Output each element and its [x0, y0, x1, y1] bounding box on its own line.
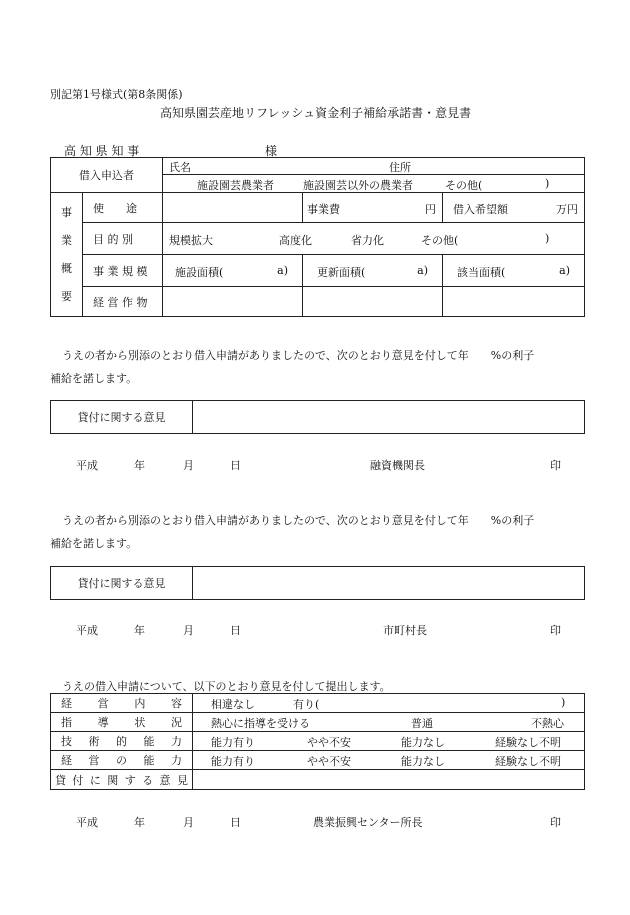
municipality-year: 年: [134, 624, 145, 637]
bank-signer: 融資機関長: [370, 459, 425, 472]
municipality-day: 日: [230, 624, 241, 637]
document-title: 高知県園芸産地リフレッシュ資金利子補給承諾書・意見書: [160, 106, 472, 120]
name-label: 氏名: [169, 161, 191, 174]
center-year: 年: [134, 816, 145, 829]
municipality-opinion-field[interactable]: [193, 567, 585, 600]
center-row-guidance[interactable]: 熱心に指導を受ける 普通 不熱心: [193, 713, 585, 732]
municipality-opinion-table: [50, 566, 585, 600]
center-row-loan-opinion[interactable]: [193, 770, 585, 790]
center-row-label-4: 経 営 の 能 力: [51, 751, 193, 770]
bank-opinion-field[interactable]: [193, 401, 585, 434]
municipality-paragraph: うえの者から別添のとおり借入申請がありましたので、次のとおり意見を付して年 %の利子 補給を諾します。: [50, 514, 535, 550]
center-signer: 農業振興センター所長: [313, 816, 423, 829]
applicable-area-field[interactable]: 該当面積( a): [443, 255, 585, 287]
address-label: 住所: [389, 161, 411, 174]
center-day: 日: [230, 816, 241, 829]
municipality-heisei: 平成: [76, 624, 98, 637]
use-field[interactable]: [163, 193, 303, 223]
opt-other-farmer: 施設園芸以外の農業者: [303, 179, 413, 192]
center-row-label-1: 経 営 内 容: [51, 694, 193, 713]
purpose-options[interactable]: [163, 223, 585, 255]
use-label: 使 途: [83, 193, 163, 223]
addressee: 高 知 県 知 事: [64, 144, 140, 158]
opt-facility-farmer: 施設園芸農業者: [197, 179, 274, 192]
bank-month: 月: [183, 459, 194, 472]
purpose-other: その他(: [421, 233, 459, 247]
opt-other: その他(: [445, 179, 483, 192]
crop-label: 経 営 作 物: [83, 287, 163, 317]
bank-paragraph: うえの者から別添のとおり借入申請がありましたので、次のとおり意見を付して年 %の利子 補給を諾します。: [50, 349, 535, 385]
scale-label: 事 業 規 模: [83, 255, 163, 287]
center-row-management[interactable]: 能力有り やや不安 能力なし 経験なし不明: [193, 751, 585, 770]
purpose-label: 目 的 別: [83, 223, 163, 255]
municipality-seal: 印: [550, 624, 561, 637]
applicant-label: 借入申込者: [51, 158, 163, 193]
form-label: 別記第1号様式(第8条関係): [50, 88, 183, 101]
municipality-opinion-label: 貸付に関する意見: [51, 567, 193, 600]
center-seal: 印: [550, 816, 561, 829]
municipality-signer: 市町村長: [383, 624, 427, 637]
center-row-business-content[interactable]: 相違なし 有り( ): [193, 694, 585, 713]
loan-amount-field[interactable]: 借入希望額 万円: [443, 193, 585, 223]
center-heisei: 平成: [76, 816, 98, 829]
crop-field-3[interactable]: [443, 287, 585, 317]
bank-opinion-label: 貸付に関する意見: [51, 401, 193, 434]
center-row-label-3: 技 術 的 能 力: [51, 732, 193, 751]
applicant-type-row[interactable]: [163, 175, 585, 193]
crop-field-1[interactable]: [163, 287, 303, 317]
business-overview-label: 事 業 概 要: [51, 193, 83, 317]
center-opinion-table: [50, 693, 585, 790]
bank-seal: 印: [550, 459, 561, 472]
crop-field-2[interactable]: [303, 287, 443, 317]
center-intro: うえの借入申請について、以下のとおり意見を付して提出します。: [62, 680, 391, 693]
center-row-label-2: 指 導 状 況: [51, 713, 193, 732]
municipality-month: 月: [183, 624, 194, 637]
bank-heisei: 平成: [76, 459, 98, 472]
center-row-label-5: 貸 付 に 関 す る 意 見: [51, 770, 193, 790]
renewal-area-field[interactable]: 更新面積( a): [303, 255, 443, 287]
bank-opinion-table: [50, 400, 585, 434]
cost-field[interactable]: 事業費 円: [303, 193, 443, 223]
honorific: 様: [265, 144, 278, 158]
center-month: 月: [183, 816, 194, 829]
bank-day: 日: [230, 459, 241, 472]
purpose-other-close: ): [545, 231, 550, 245]
applicant-name-address-row[interactable]: [163, 158, 585, 175]
purpose-expand: 規模拡大: [169, 233, 213, 247]
opt-other-close: ): [545, 177, 550, 190]
purpose-advance: 高度化: [279, 233, 312, 247]
application-table: [50, 157, 585, 317]
facility-area-field[interactable]: 施設面積( a): [163, 255, 303, 287]
purpose-laborsaving: 省力化: [351, 233, 384, 247]
center-row-technical[interactable]: 能力有り やや不安 能力なし 経験なし不明: [193, 732, 585, 751]
bank-year: 年: [134, 459, 145, 472]
